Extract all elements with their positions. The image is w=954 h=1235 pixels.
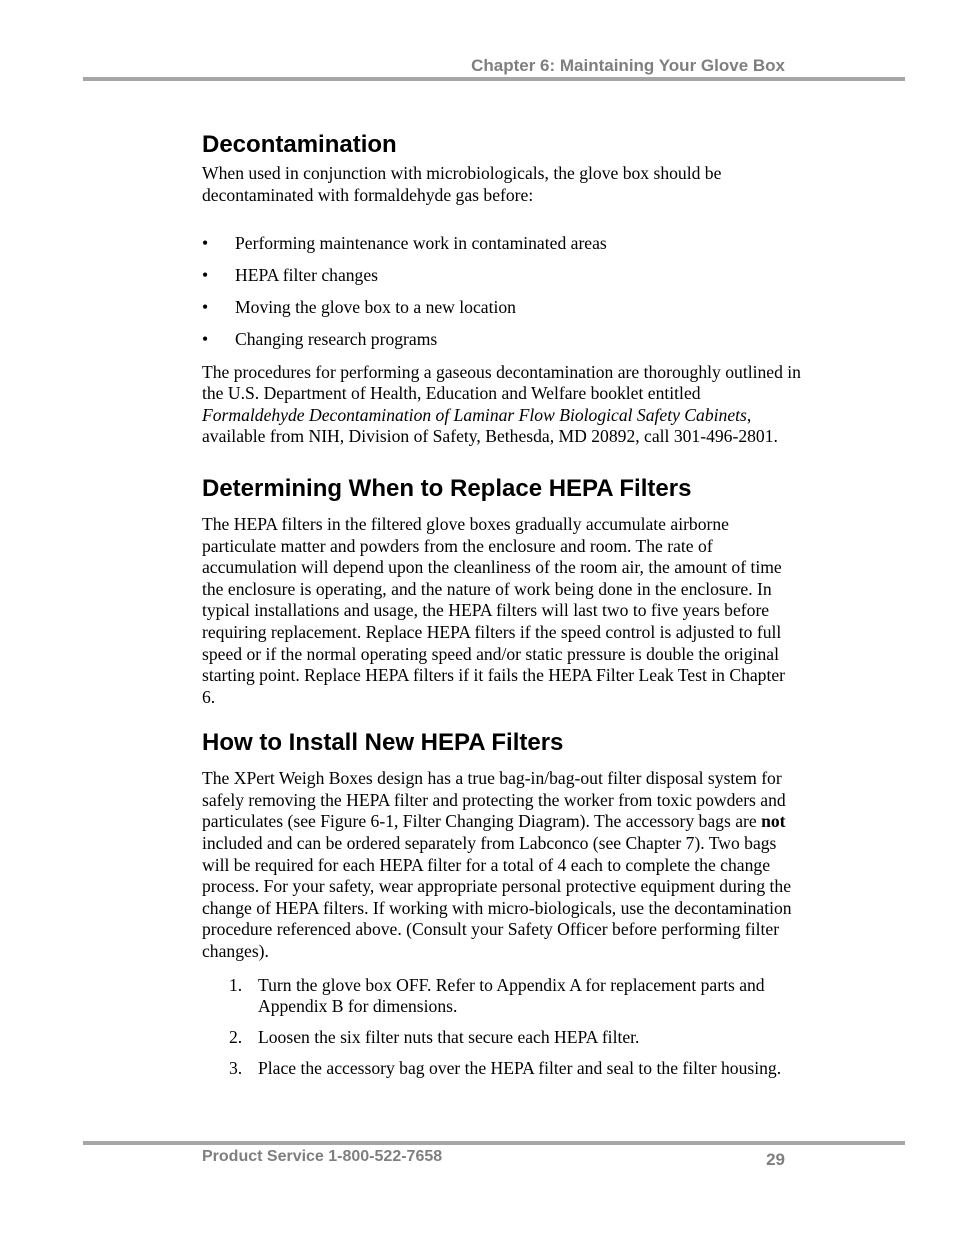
replace-heading: Determining When to Replace HEPA Filters: [202, 474, 692, 502]
list-item: • HEPA filter changes: [202, 265, 379, 286]
decontamination-list: [202, 233, 802, 351]
booklet-title: Formaldehyde Decontamination of Laminar Flow Biological Safety Cabinets: [202, 404, 747, 425]
page-number: 29: [766, 1150, 785, 1169]
header-rule: [83, 77, 905, 81]
bullet-icon: •: [202, 329, 209, 350]
list-item: 3. Place the accessory bag over the HEPA filter and seal to the filter housing.: [229, 1058, 782, 1079]
list-item: • Changing research programs: [202, 329, 438, 350]
bullet-icon: •: [202, 297, 209, 318]
list-item: 1. Turn the glove box OFF. Refer to Appendix A for replacement parts and Appendix B for dimensions.: [229, 974, 765, 1017]
decontamination-heading: Decontamination: [202, 131, 397, 158]
decontamination-intro: When used in conjunction with microbiologicals, the glove box should be decontaminated with formaldehyde gas before:: [202, 163, 722, 205]
list-item: 2. Loosen the six filter nuts that secure each HEPA filter.: [229, 1027, 640, 1048]
install-steps: [202, 975, 802, 1080]
bullet-icon: •: [202, 265, 209, 286]
decontamination-procedures: The procedures for performing a gaseous decontamination are thoroughly outlined in the U.S. Department of Health, Education and Welfare booklet entitled Formaldehyde Decontamination of Laminar Flow Biological Safety Cabinets, available from NIH, Division of Safety, Bethesda, MD 20892, call 301-496-2801.: [202, 361, 801, 447]
install-body: The XPert Weigh Boxes design has a true bag-in/bag-out filter disposal system for safely removing the HEPA filter and protecting the worker from toxic powders and particulates (see Figure 6-1, Filter Changing Diagram). The accessory bags are not included and can be ordered separately from Labconco (see Chapter 7). Two bags will be required for each HEPA filter for a total of 4 each to complete the change process. For your safety, wear appropriate personal protective equipment during the change of HEPA filters. If working with micro-biologicals, use the decontamination procedure referenced above. (Consult your Safety Officer before performing filter changes).: [202, 768, 792, 962]
product-service-footer: Product Service 1-800-522-7658: [202, 1148, 443, 1165]
chapter-header: Chapter 6: Maintaining Your Glove Box: [471, 56, 785, 75]
list-item: • Performing maintenance work in contaminated areas: [202, 233, 607, 254]
footer-rule: [83, 1141, 905, 1145]
bullet-icon: •: [202, 233, 209, 254]
page-content: [202, 130, 802, 1090]
install-heading: How to Install New HEPA Filters: [202, 729, 564, 757]
list-item: • Moving the glove box to a new location: [202, 297, 516, 318]
replace-body: The HEPA filters in the filtered glove boxes gradually accumulate airborne particulate matter and powders from the enclosure and room. The rate of accumulation will depend upon the cleanliness of the room air, the amount of time the enclosure is operating, and the nature of work being done in the enclosure. In typical installations and usage, the HEPA filters will last two to five years before requiring replacement. Replace HEPA filters if the speed control is adjusted to full speed or if the normal operating speed and/or static pressure is double the original starting point. Replace HEPA filters if it fails the HEPA Filter Leak Test in Chapter 6.: [202, 513, 786, 707]
